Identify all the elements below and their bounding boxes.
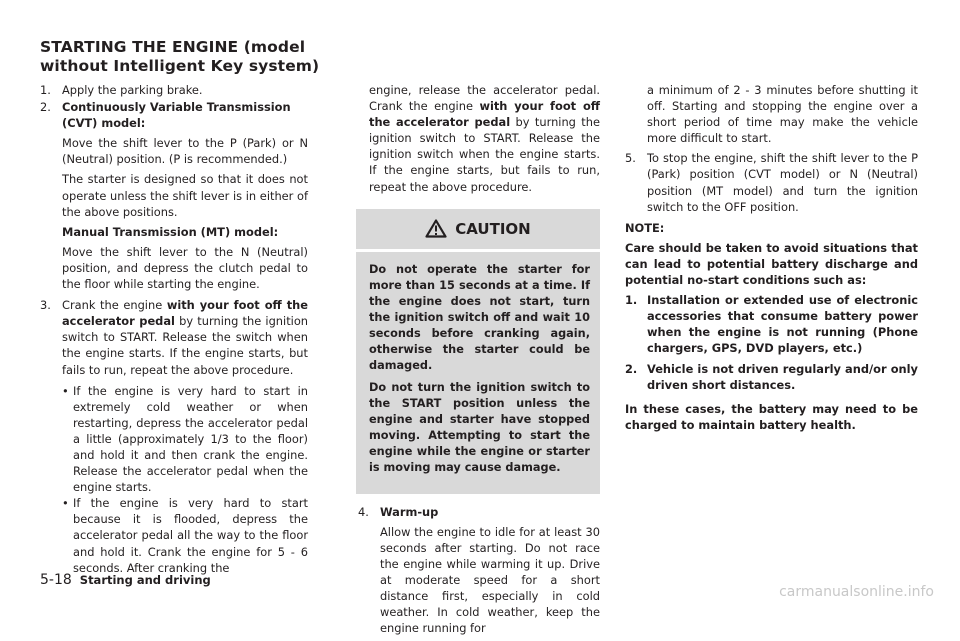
- step-number: 2.: [40, 100, 51, 115]
- note-item-1: [625, 292, 918, 356]
- paragraph: engine, release the accelerator pedal. Crank the engine with your foot off the accelerator pedal by turning the ignition switch to START. Release the ignition switch when the engine starts. If the engine starts, but fails to run, repeat the above procedure.: [369, 83, 601, 194]
- caution-header: [356, 209, 600, 252]
- bullet-text: If the engine is very hard to start in extremely cold weather or when restarting, depress the accelerator pedal a little (approximately 1/3 to the floor) and hold it and then crank the engine. Release the accelerator pedal when the engine starts.: [73, 383, 308, 495]
- step-number: 1.: [40, 83, 51, 97]
- step-5: [625, 150, 918, 218]
- paragraph: To stop the engine, shift the shift lever to the P (Park) position (CVT model) or N (Neutral) position (MT model) and turn the ignition switch to the OFF position.: [647, 151, 918, 214]
- note-item-text: Vehicle is not driven regularly and/or only driven short distances.: [647, 361, 918, 392]
- caution-paragraph: Do not turn the ignition switch to the START position unless the engine and starter have stopped moving. Attempting to start the engine while the engine or starter is moving may cause damage.: [369, 380, 590, 474]
- page-title: STARTING THE ENGINE (model without Intelligent Key system): [40, 38, 320, 75]
- step-number: 4.: [358, 504, 369, 519]
- warning-icon: [425, 219, 447, 238]
- paragraph: Move the shift lever to the P (Park) or N (Neutral) position. (P is recommended.): [62, 136, 308, 167]
- step-1: [40, 82, 308, 98]
- page-footer: [40, 572, 211, 588]
- paragraph: Move the shift lever to the N (Neutral) position, and depress the clutch pedal to the floor while starting the engine.: [62, 244, 308, 292]
- step-2: [40, 99, 308, 296]
- bullet-text: If the engine is very hard to start because it is flooded, depress the accelerator pedal all the way to the floor and hold it. Crank the engine for 5 - 6 seconds. After cranking the: [73, 496, 308, 575]
- caution-paragraph: Do not operate the starter for more than 15 seconds at a time. If the engine does not start, turn the ignition switch off and wait 10 seconds before cranking again, otherwise the starter could be damaged.: [369, 262, 590, 372]
- column-3: [625, 82, 918, 437]
- section-title: Starting and driving: [79, 573, 211, 587]
- paragraph: Allow the engine to idle for at least 30 seconds after starting. Do not race the engine while warming it up. Drive at moderate speed for a short distance first, especially in cold weather. In cold weather, keep the engine running for: [380, 524, 600, 636]
- column-1: [40, 82, 308, 576]
- step-number: 3.: [40, 298, 51, 313]
- closing-text: In these cases, the battery may need to be charged to maintain battery health.: [625, 401, 918, 432]
- bullet-icon: •: [62, 383, 69, 398]
- step-heading: Manual Transmission (MT) model:: [62, 224, 279, 239]
- step-3: [40, 297, 308, 381]
- column-2: [358, 82, 600, 641]
- paragraph: Crank the engine with your foot off the accelerator pedal by turning the ignition switch to START. Release the switch when the engine starts. If the engine starts, but fails to run, repeat the above procedure.: [62, 298, 309, 377]
- paragraph: The starter is designed so that it does not operate unless the shift lever is in either of the above positions.: [62, 172, 308, 219]
- bullet-item: [40, 383, 308, 496]
- step-heading: Continuously Variable Transmission (CVT) model:: [62, 100, 291, 131]
- note-number: 2.: [625, 361, 638, 376]
- note-number: 1.: [625, 293, 638, 308]
- caution-label: CAUTION: [455, 219, 531, 238]
- step-4: [358, 504, 600, 641]
- note-text: Care should be taken to avoid situations that can lead to potential battery discharge and potential no-start conditions such as:: [625, 240, 918, 288]
- paragraph: a minimum of 2 - 3 minutes before shutting it off. Starting and stopping the engine over a short period of time may make the vehicle more difficult to start.: [647, 83, 918, 146]
- page-number: 5-18: [40, 572, 72, 588]
- watermark: carmanualsonline.info: [779, 584, 934, 600]
- bullet-icon: •: [62, 496, 69, 511]
- note-item-2: [625, 361, 918, 393]
- step-heading: Warm-up: [380, 504, 439, 519]
- step-number: 5.: [625, 151, 636, 166]
- step-text: Apply the parking brake.: [62, 83, 203, 97]
- bullet-item: [40, 495, 308, 575]
- caution-box: [356, 209, 600, 494]
- note-item-text: Installation or extended use of electronic accessories that consume battery power when the engine is not running (Phone chargers, GPS, DVD players, etc.): [647, 293, 918, 356]
- note-label: NOTE:: [625, 220, 665, 235]
